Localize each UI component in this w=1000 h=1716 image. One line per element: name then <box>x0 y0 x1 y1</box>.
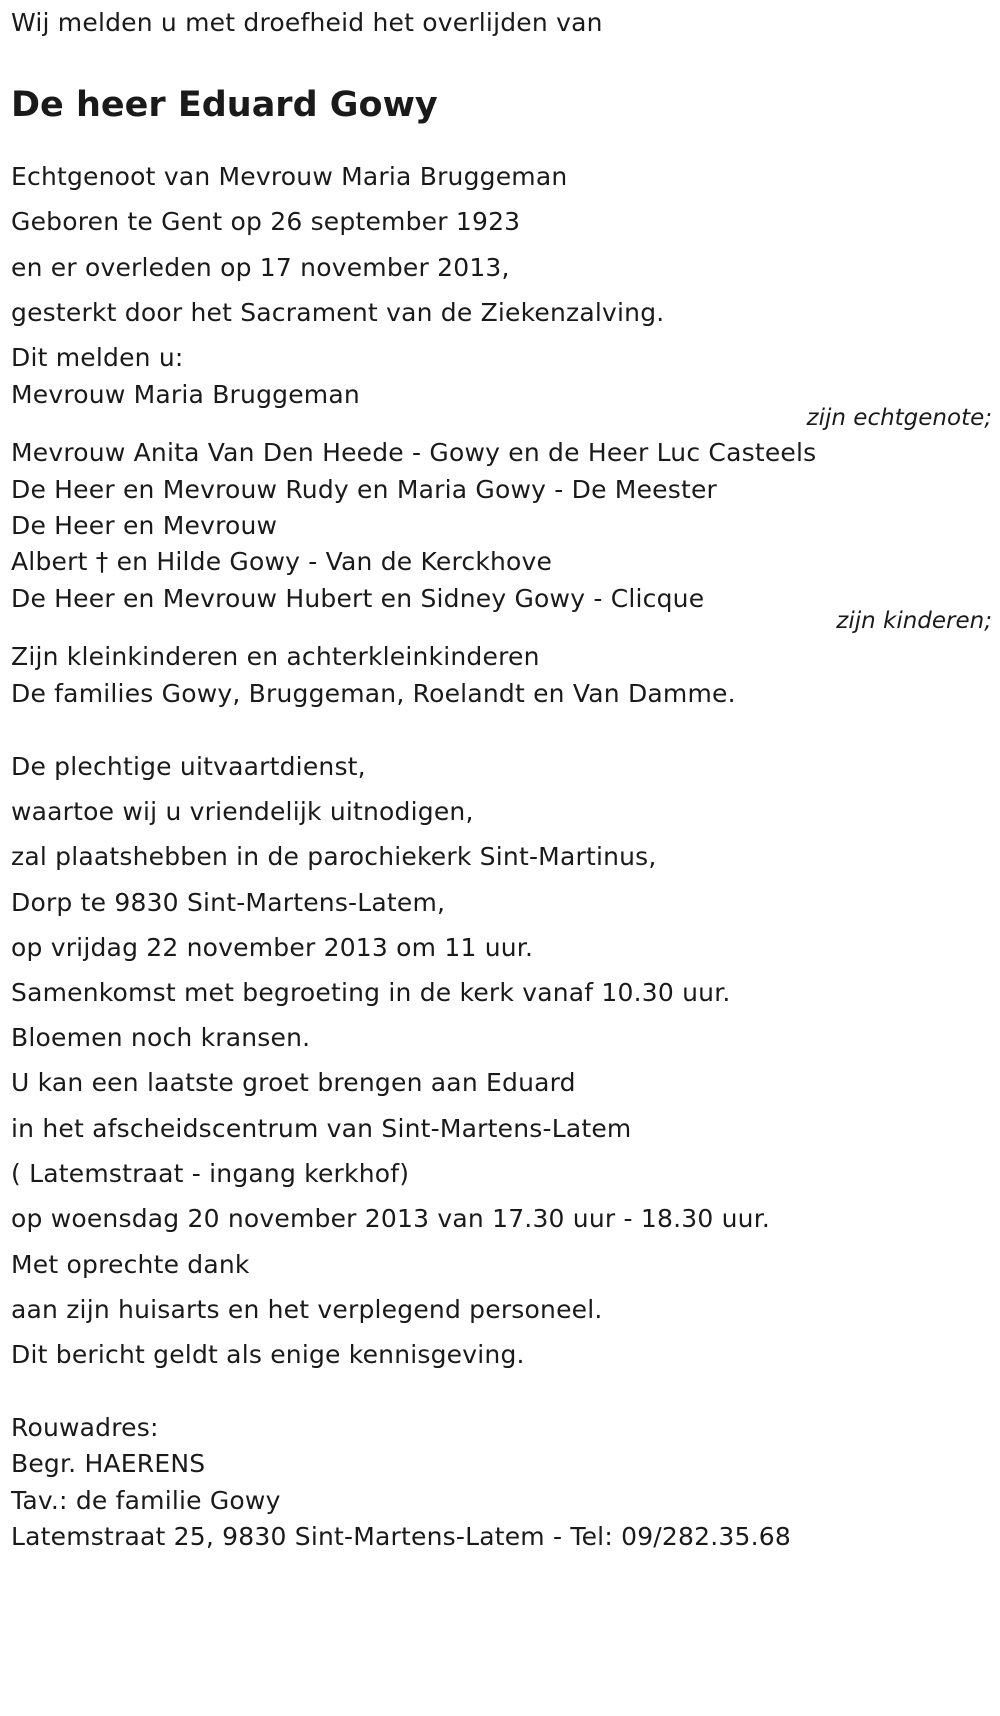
service-line: op vrijdag 22 november 2013 om 11 uur. <box>11 933 534 962</box>
service-line: zal plaatshebben in de parochiekerk Sint-Martinus, <box>11 842 657 871</box>
address-line: Rouwadres: <box>11 1413 159 1442</box>
child-line: Albert † en Hilde Gowy - Van de Kerckhove <box>11 547 553 576</box>
spouse-name: Mevrouw Maria Bruggeman <box>11 380 360 409</box>
service-line: Dit bericht geldt als enige kennisgeving. <box>11 1340 525 1369</box>
service-line: De plechtige uitvaartdienst, <box>11 752 366 781</box>
service-line: Bloemen noch kransen. <box>11 1023 311 1052</box>
service-line: in het afscheidscentrum van Sint-Martens-Latem <box>11 1114 632 1143</box>
service-line: Dorp te 9830 Sint-Martens-Latem, <box>11 888 446 917</box>
address-line: Begr. HAERENS <box>11 1449 206 1478</box>
spouse-relation: zijn echtgenote; <box>806 405 992 431</box>
child-line: Mevrouw Anita Van Den Heede - Gowy en de Heer Luc Casteels <box>11 438 817 467</box>
service-line: ( Latemstraat - ingang kerkhof) <box>11 1159 410 1188</box>
child-line: De Heer en Mevrouw <box>11 511 278 540</box>
detail-line: Echtgenoot van Mevrouw Maria Bruggeman <box>11 162 568 191</box>
address-line: Tav.: de familie Gowy <box>11 1486 281 1515</box>
detail-line: Geboren te Gent op 26 september 1923 <box>11 207 521 236</box>
intro-text: Wij melden u met droefheid het overlijden van <box>11 8 603 37</box>
detail-line: gesterkt door het Sacrament van de Ziekenzalving. <box>11 298 665 327</box>
service-line: aan zijn huisarts en het verplegend personeel. <box>11 1295 603 1324</box>
service-line: Met oprechte dank <box>11 1250 250 1279</box>
detail-line: en er overleden op 17 november 2013, <box>11 253 510 282</box>
address-line: Latemstraat 25, 9830 Sint-Martens-Latem - Tel: 09/282.35.68 <box>11 1522 791 1551</box>
service-line: Samenkomst met begroeting in de kerk vanaf 10.30 uur. <box>11 978 731 1007</box>
family-line: De families Gowy, Bruggeman, Roelandt en Van Damme. <box>11 679 736 708</box>
service-line: U kan een laatste groet brengen aan Eduard <box>11 1068 576 1097</box>
child-line: De Heer en Mevrouw Hubert en Sidney Gowy - Clicque <box>11 584 705 613</box>
service-line: waartoe wij u vriendelijk uitnodigen, <box>11 797 474 826</box>
deceased-name: De heer Eduard Gowy <box>11 85 438 125</box>
child-line: De Heer en Mevrouw Rudy en Maria Gowy - De Meester <box>11 475 718 504</box>
service-line: op woensdag 20 november 2013 van 17.30 uur - 18.30 uur. <box>11 1204 771 1233</box>
announced-by: Dit melden u: <box>11 343 184 372</box>
children-relation: zijn kinderen; <box>836 608 992 634</box>
family-line: Zijn kleinkinderen en achterkleinkinderen <box>11 642 540 671</box>
